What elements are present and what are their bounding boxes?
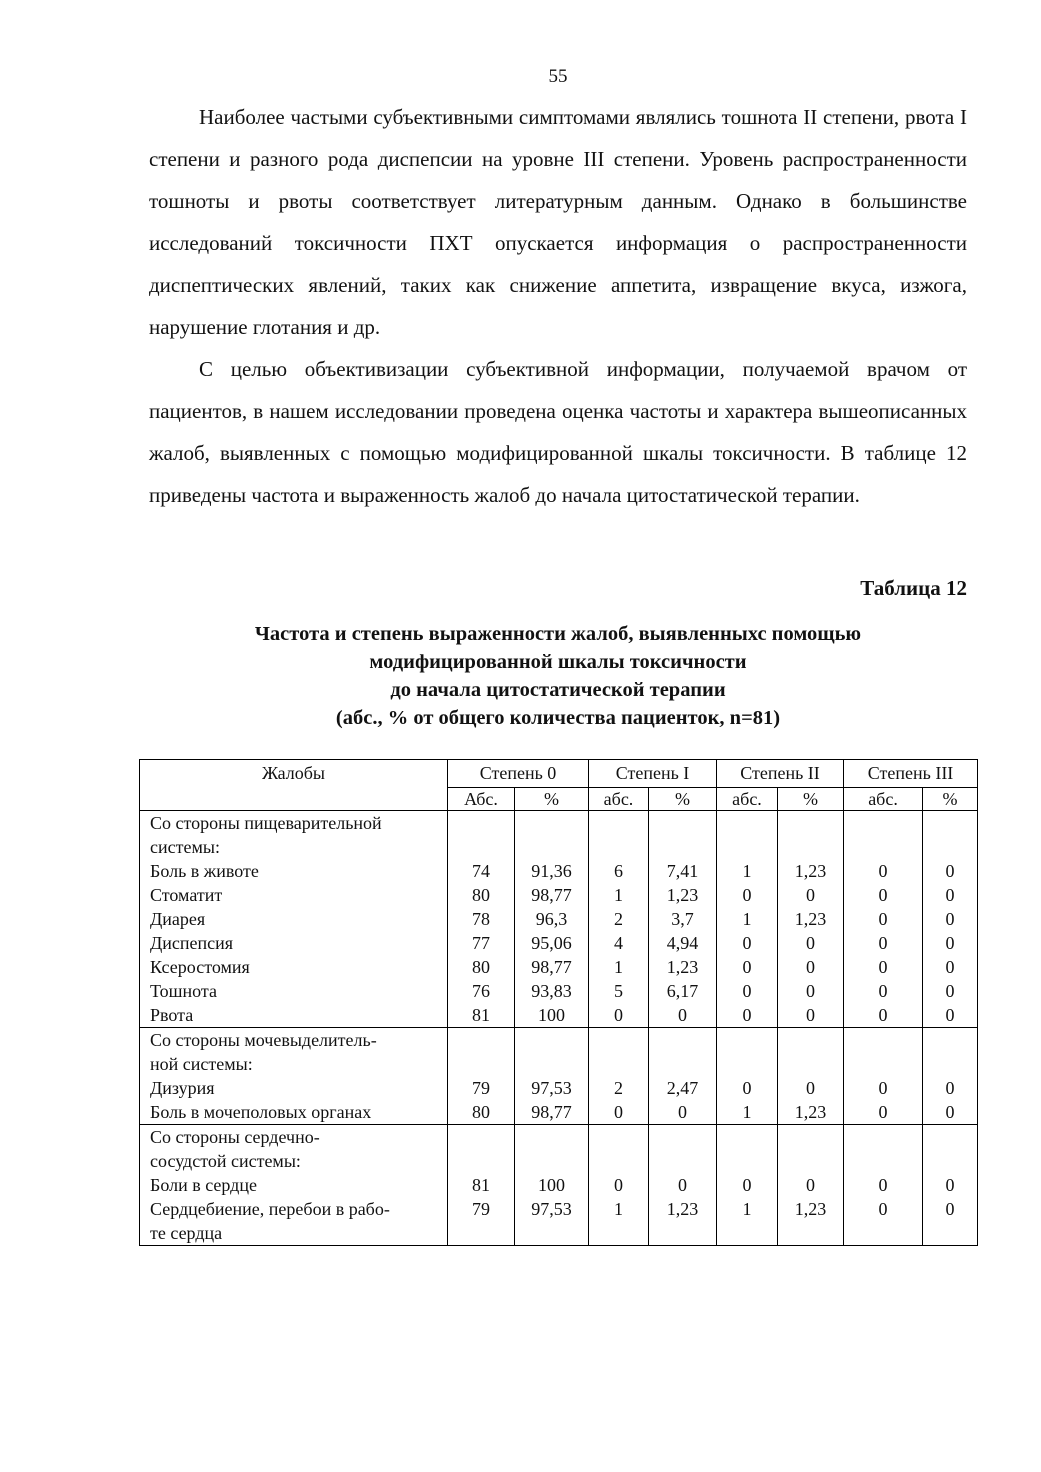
cell: 81	[448, 1003, 515, 1028]
cell: 1,23	[778, 1197, 844, 1221]
cell: 2,47	[649, 1076, 717, 1100]
row-label: Стоматит	[140, 883, 448, 907]
cell: 93,83	[515, 979, 589, 1003]
cell: 0	[589, 1173, 649, 1197]
cell: 80	[448, 1100, 515, 1125]
cell: 100	[515, 1003, 589, 1028]
header-grade-2: Степень II	[717, 760, 844, 788]
cell: 100	[515, 1173, 589, 1197]
cell: 0	[649, 1003, 717, 1028]
cell: 76	[448, 979, 515, 1003]
table-row	[140, 1197, 978, 1221]
cell: 0	[923, 1173, 978, 1197]
row-label: те сердца	[140, 1221, 448, 1246]
cell: 97,53	[515, 1197, 589, 1221]
group-title: Со стороны мочевыделитель-	[140, 1028, 448, 1053]
cell: 78	[448, 907, 515, 931]
cell: 81	[448, 1173, 515, 1197]
cell: 0	[844, 1100, 923, 1125]
table-row	[140, 883, 978, 907]
cell: 0	[923, 883, 978, 907]
cell: 97,53	[515, 1076, 589, 1100]
cell: 0	[923, 931, 978, 955]
cell: 0	[923, 1003, 978, 1028]
cell: 0	[844, 859, 923, 883]
row-label: Боли в сердце	[140, 1173, 448, 1197]
cell: 0	[778, 1076, 844, 1100]
cell: 0	[844, 931, 923, 955]
cell: 7,41	[649, 859, 717, 883]
table-number-label: Таблица 12	[860, 576, 967, 600]
cell: 0	[649, 1100, 717, 1125]
paragraph: С целью объективизации субъективной информации, получаемой врачом от пациентов, в нашем исследовании проведена оценка частоты и характера вышеописанных жалоб, выявленных с помощью модифицированной шкалы токсичности. В таблице 12 приведены частота и выраженность жалоб до начала цитостатической терапии.	[149, 357, 967, 507]
row-label: Боль в мочеполовых органах	[140, 1100, 448, 1125]
table-row	[140, 1173, 978, 1197]
table-row	[140, 859, 978, 883]
complaints-table	[139, 759, 978, 1246]
subheader-percent: %	[923, 788, 978, 811]
cell: 1	[717, 1197, 778, 1221]
cell: 1	[589, 1197, 649, 1221]
cell: 0	[717, 883, 778, 907]
cell: 0	[778, 931, 844, 955]
table-row	[140, 979, 978, 1003]
cell: 77	[448, 931, 515, 955]
cell: 95,06	[515, 931, 589, 955]
group-title-row	[140, 1149, 978, 1173]
paragraph: Наиболее частыми субъективными симптомами являлись тошнота II степени, рвота I степени и разного рода диспепсии на уровне III степени. Уровень распространенности тошноты и рвоты соответствует литературным данным. Однако в большинстве исследований токсичности ПХТ опускается информация о распространенности диспептических явлений, таких как снижение аппетита, извращение вкуса, изжога, нарушение глотания и др.	[149, 105, 967, 339]
cell: 0	[717, 979, 778, 1003]
subheader-abs: абс.	[589, 788, 649, 811]
cell: 0	[844, 1173, 923, 1197]
subheader-percent: %	[778, 788, 844, 811]
cell: 74	[448, 859, 515, 883]
cell: 2	[589, 907, 649, 931]
cell: 1,23	[778, 1100, 844, 1125]
cell: 6,17	[649, 979, 717, 1003]
caption-line: до начала цитостатической терапии	[390, 679, 726, 701]
group-title-row	[140, 811, 978, 836]
subheader-percent: %	[649, 788, 717, 811]
row-label: Диарея	[140, 907, 448, 931]
cell: 1,23	[778, 859, 844, 883]
table-row	[140, 1076, 978, 1100]
table-row-continuation	[140, 1221, 978, 1246]
cell: 0	[778, 1173, 844, 1197]
group-title: Со стороны сердечно-	[140, 1125, 448, 1150]
cell: 0	[923, 859, 978, 883]
cell: 0	[778, 955, 844, 979]
cell: 0	[649, 1173, 717, 1197]
cell: 3,7	[649, 907, 717, 931]
cell: 4,94	[649, 931, 717, 955]
cell: 0	[778, 1003, 844, 1028]
caption-line: модифицированной шкалы токсичности	[369, 651, 747, 673]
cell: 0	[717, 1173, 778, 1197]
cell: 0	[844, 1076, 923, 1100]
cell: 96,3	[515, 907, 589, 931]
cell: 0	[923, 979, 978, 1003]
cell: 5	[589, 979, 649, 1003]
subheader-abs: абс.	[844, 788, 923, 811]
cell: 98,77	[515, 883, 589, 907]
cell: 91,36	[515, 859, 589, 883]
subheader-abs: Абс.	[448, 788, 515, 811]
table-group-digestive	[140, 811, 978, 1028]
row-label: Тошнота	[140, 979, 448, 1003]
row-label: Рвота	[140, 1003, 448, 1028]
cell: 98,77	[515, 955, 589, 979]
cell: 1	[717, 1100, 778, 1125]
group-title: сосудстой системы:	[140, 1149, 448, 1173]
cell: 0	[717, 931, 778, 955]
cell: 0	[717, 1076, 778, 1100]
cell: 1	[717, 859, 778, 883]
cell: 98,77	[515, 1100, 589, 1125]
cell: 0	[844, 907, 923, 931]
cell: 0	[589, 1100, 649, 1125]
table-group-cardiovascular	[140, 1125, 978, 1246]
cell: 1,23	[649, 1197, 717, 1221]
header-grade-0: Степень 0	[448, 760, 589, 788]
cell: 0	[844, 955, 923, 979]
header-complaints: Жалобы	[140, 760, 448, 811]
cell: 80	[448, 955, 515, 979]
group-title-row	[140, 1052, 978, 1076]
caption-line: (абс., % от общего количества пациенток, n=81)	[335, 707, 781, 729]
group-title: Со стороны пищеварительной	[140, 811, 448, 836]
group-title: ной системы:	[140, 1052, 448, 1076]
cell: 0	[844, 883, 923, 907]
cell: 79	[448, 1076, 515, 1100]
cell: 1,23	[649, 883, 717, 907]
group-title-row	[140, 1028, 978, 1053]
group-title: системы:	[140, 835, 448, 859]
cell: 4	[589, 931, 649, 955]
row-label: Дизурия	[140, 1076, 448, 1100]
page-number: 55	[548, 66, 568, 87]
row-label: Боль в животе	[140, 859, 448, 883]
cell: 0	[923, 955, 978, 979]
cell: 0	[844, 1197, 923, 1221]
cell: 0	[923, 1076, 978, 1100]
row-label: Ксеростомия	[140, 955, 448, 979]
body-text	[149, 96, 967, 516]
cell: 1	[717, 907, 778, 931]
cell: 80	[448, 883, 515, 907]
group-title-row	[140, 1125, 978, 1150]
header-grade-3: Степень III	[844, 760, 978, 788]
table-row	[140, 1003, 978, 1028]
cell: 6	[589, 859, 649, 883]
cell: 1	[589, 955, 649, 979]
cell: 0	[844, 979, 923, 1003]
row-label: Диспепсия	[140, 931, 448, 955]
cell: 1	[589, 883, 649, 907]
table-group-urinary	[140, 1028, 978, 1125]
caption-line: Частота и степень выраженности жалоб, выявленныхс помощью	[254, 623, 862, 645]
cell: 79	[448, 1197, 515, 1221]
cell: 0	[923, 1100, 978, 1125]
cell: 0	[778, 979, 844, 1003]
cell: 0	[717, 1003, 778, 1028]
table-row	[140, 1100, 978, 1125]
cell: 0	[844, 1003, 923, 1028]
cell: 1,23	[778, 907, 844, 931]
table-row	[140, 955, 978, 979]
cell: 0	[923, 1197, 978, 1221]
header-grade-1: Степень I	[589, 760, 717, 788]
cell: 0	[923, 907, 978, 931]
group-title-row	[140, 835, 978, 859]
cell: 0	[717, 955, 778, 979]
cell: 1,23	[649, 955, 717, 979]
table-row	[140, 907, 978, 931]
cell: 0	[778, 883, 844, 907]
cell: 2	[589, 1076, 649, 1100]
subheader-percent: %	[515, 788, 589, 811]
row-label: Сердцебиение, перебои в рабо-	[140, 1197, 448, 1221]
table-row	[140, 931, 978, 955]
subheader-abs: абс.	[717, 788, 778, 811]
cell: 0	[589, 1003, 649, 1028]
table-caption	[110, 620, 1006, 732]
